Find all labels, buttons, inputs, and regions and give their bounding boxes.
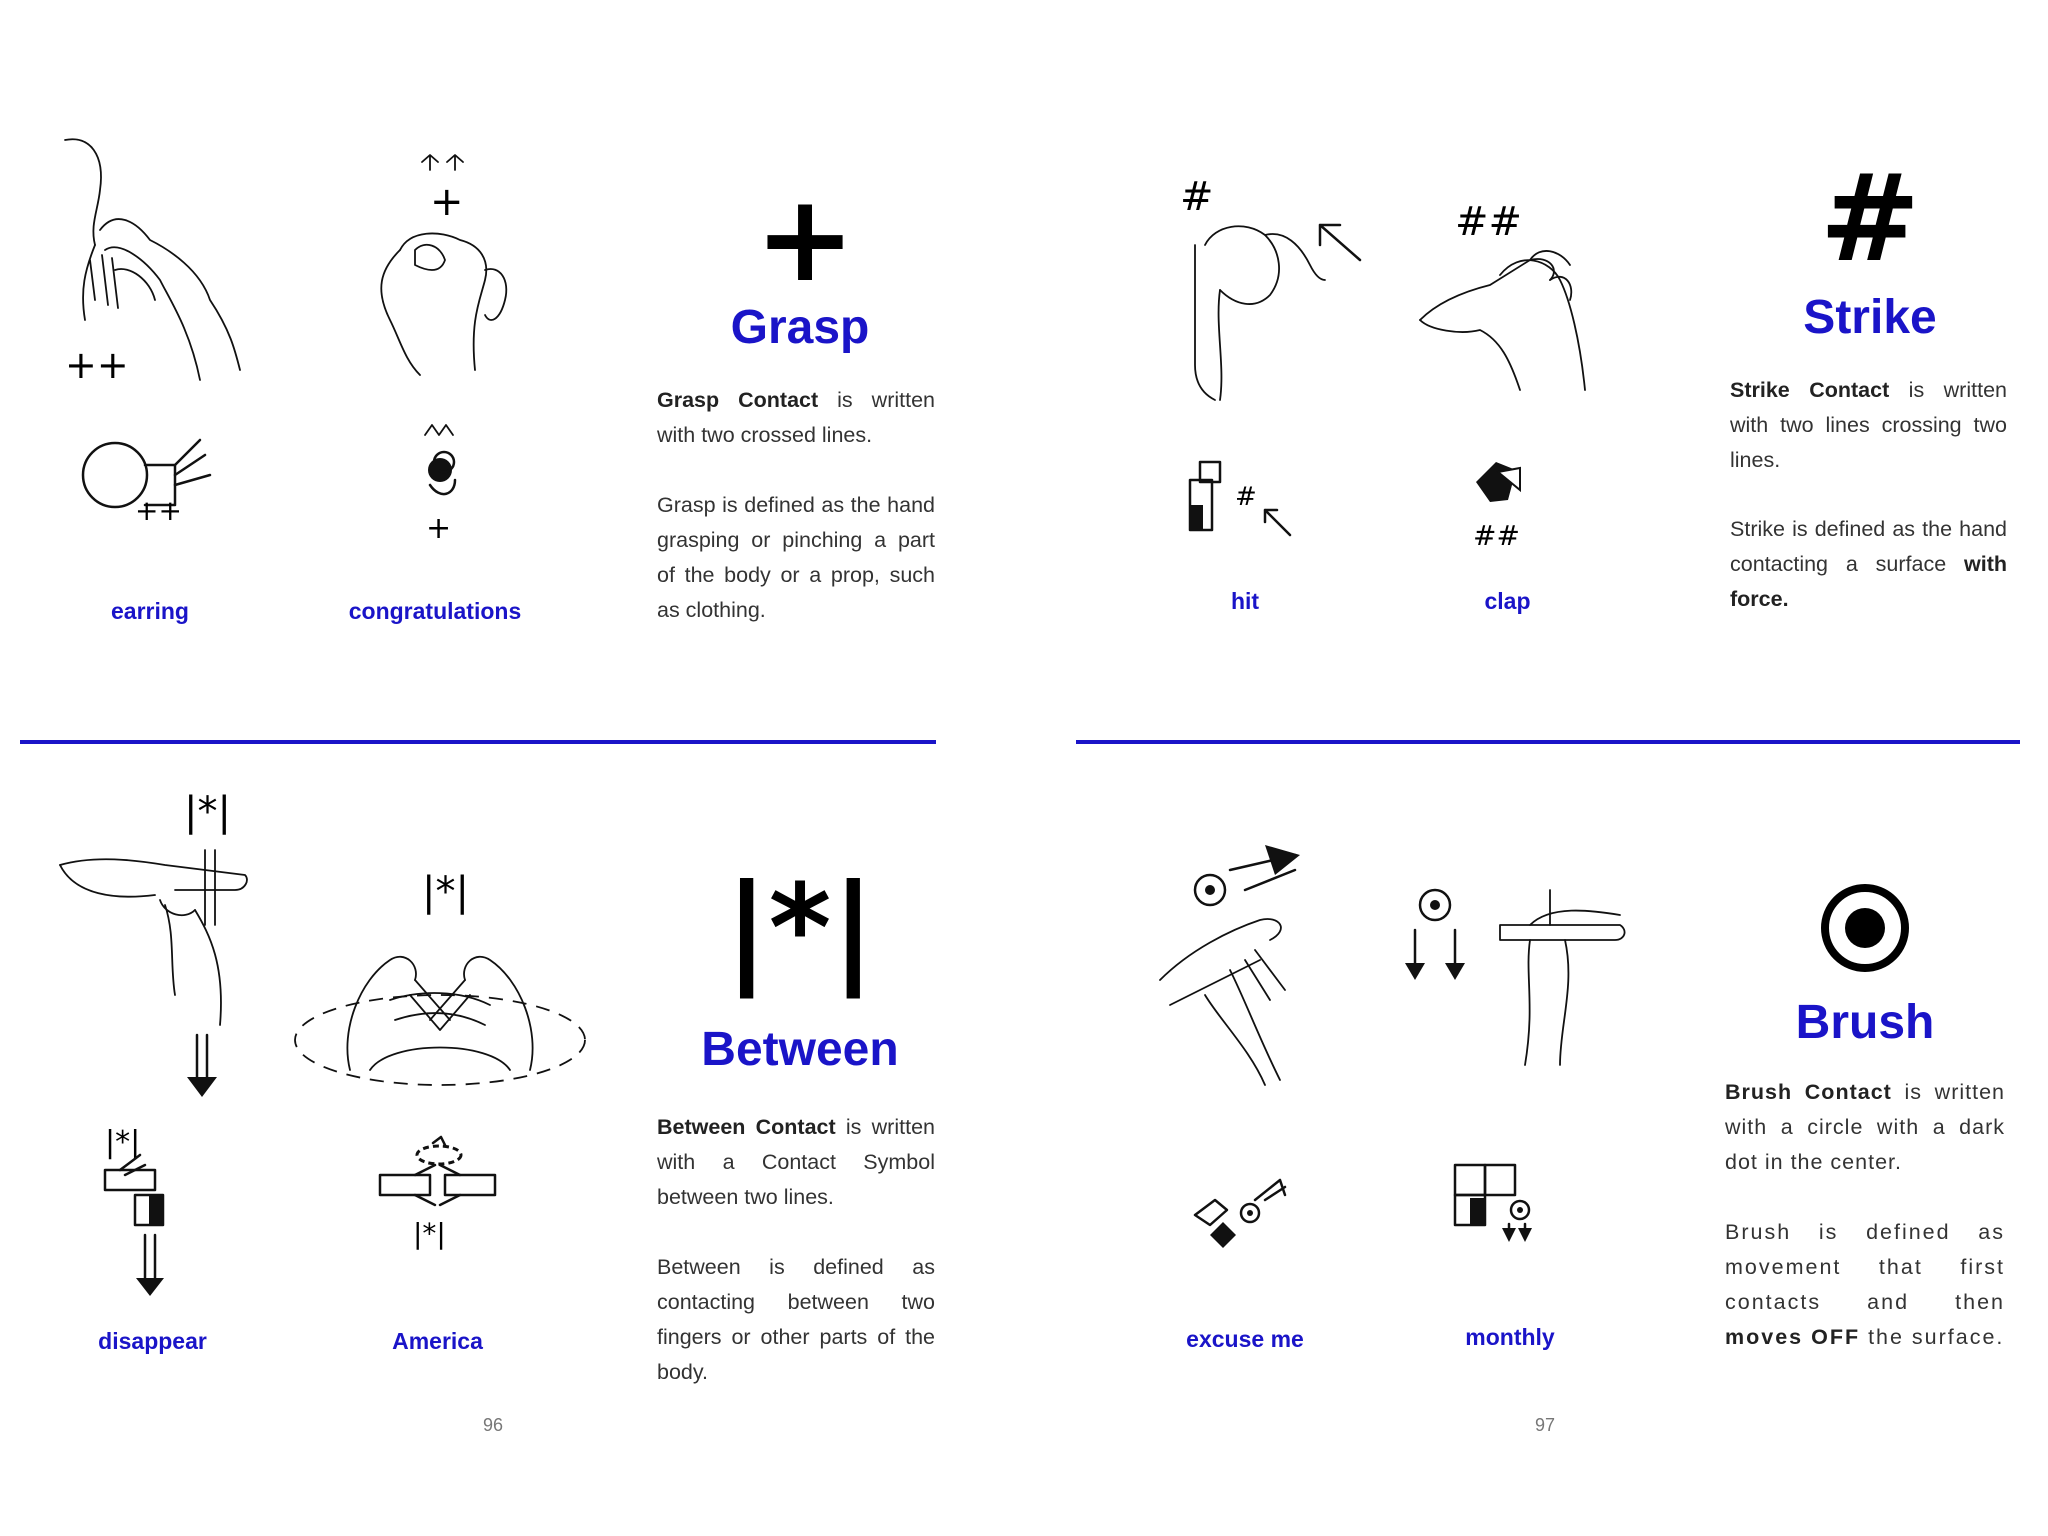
- hit-hand-illustration: [1175, 165, 1365, 405]
- grasp-title: Grasp: [730, 301, 870, 354]
- disappear-hand-illustration: [55, 845, 255, 1100]
- america-hand-illustration: [290, 920, 590, 1095]
- brush-title: Brush: [1795, 996, 1935, 1049]
- monthly-signwriting: [1450, 1160, 1560, 1260]
- america-contact-mark: |*|: [422, 869, 469, 915]
- svg-text:#: #: [1235, 482, 1257, 512]
- left-page-divider: [20, 740, 936, 744]
- brush-definition-syntax: is written with a circle with a dark dot in the center.: [1725, 1080, 2005, 1174]
- strike-paragraph-2: [1730, 512, 2007, 617]
- between-symbol: |*|: [724, 860, 876, 999]
- america-signwriting: [375, 1135, 500, 1250]
- congratulations-hand-illustration: [360, 150, 530, 380]
- congratulations-caption: congratulations: [348, 598, 522, 624]
- clap-contact-mark: ##: [1455, 199, 1523, 245]
- brush-definition-emphasis: moves OFF: [1725, 1325, 1861, 1349]
- congratulations-signwriting: [410, 420, 470, 545]
- monthly-caption: monthly: [1465, 1324, 1555, 1350]
- grasp-symbol: +: [754, 170, 856, 309]
- right-page-number: 97: [1535, 1415, 1556, 1435]
- svg-text:+: +: [426, 511, 452, 546]
- strike-definition-emphasis: with force.: [1730, 552, 2007, 611]
- strike-definition-syntax: is written with two lines crossing two lines.: [1730, 378, 2007, 472]
- disappear-signwriting: [100, 1120, 175, 1300]
- clap-caption: clap: [1484, 588, 1531, 614]
- between-paragraph-1: [657, 1110, 935, 1215]
- brush-paragraph-2: [1725, 1215, 2005, 1355]
- between-term: Between Contact: [657, 1115, 836, 1139]
- brush-term: Brush Contact: [1725, 1080, 1892, 1104]
- strike-definition-text: Strike is defined as the hand contacting a surface: [1730, 517, 2007, 576]
- clap-hand-illustration: [1410, 190, 1600, 400]
- brush-symbol: [1815, 878, 1915, 978]
- disappear-contact-mark: |*|: [184, 789, 231, 835]
- grasp-term: Grasp Contact: [657, 388, 819, 412]
- strike-paragraph-1: [1730, 373, 2007, 478]
- clap-signwriting: [1468, 460, 1533, 550]
- svg-text:|*|: |*|: [413, 1217, 446, 1250]
- svg-text:##: ##: [1473, 519, 1520, 552]
- earring-hand-illustration: [60, 130, 250, 390]
- hit-signwriting: [1185, 460, 1300, 540]
- excuse-me-hand-illustration: [1150, 830, 1310, 1090]
- earring-signwriting: [75, 435, 225, 525]
- earring-caption: earring: [111, 598, 189, 624]
- between-definition-syntax: is written with a Contact Symbol between two lines.: [657, 1115, 935, 1209]
- earring-contact-mark: ++: [65, 343, 129, 387]
- grasp-definition-syntax: is written with two crossed lines.: [657, 388, 935, 447]
- between-title: Between: [701, 1023, 899, 1076]
- excuse-me-signwriting: [1185, 1175, 1295, 1260]
- congratulations-contact-mark: +: [430, 179, 464, 225]
- right-page-divider: [1076, 740, 2020, 744]
- strike-symbol: #: [1819, 150, 1921, 289]
- brush-definition-text: Brush is defined as movement that first contacts and then: [1725, 1220, 2005, 1314]
- disappear-caption: disappear: [98, 1328, 207, 1354]
- strike-title: Strike: [1803, 291, 1937, 344]
- monthly-hand-illustration: [1400, 885, 1630, 1070]
- left-page-number: 96: [483, 1415, 504, 1435]
- grasp-paragraph-1: [657, 383, 935, 453]
- strike-term: Strike Contact: [1730, 378, 1890, 402]
- svg-text:|*|: |*|: [105, 1125, 141, 1160]
- between-paragraph-2: Between is defined as contacting between two fingers or other parts of the body.: [657, 1255, 935, 1384]
- hit-contact-mark: #: [1180, 174, 1214, 220]
- brush-paragraph-1: [1725, 1075, 2005, 1180]
- hit-caption: hit: [1230, 588, 1260, 614]
- svg-text:++: ++: [135, 494, 182, 527]
- brush-definition-end: the surface.: [1860, 1325, 2005, 1349]
- excuse-me-caption: excuse me: [1186, 1326, 1304, 1352]
- grasp-paragraph-2: Grasp is defined as the hand grasping or pinching a part of the body or a prop, such as clothing.: [657, 493, 935, 622]
- america-caption: America: [392, 1328, 483, 1354]
